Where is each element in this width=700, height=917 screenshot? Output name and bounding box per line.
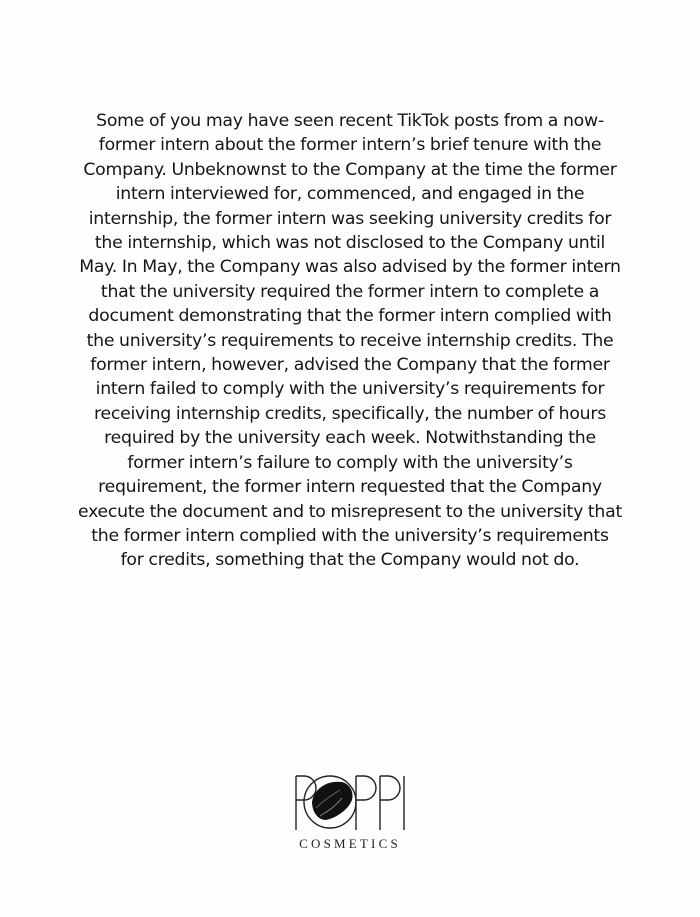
poppi-cosmetics-logo	[280, 768, 420, 868]
statement-text: Some of you may have seen recent TikTok posts from a now-former intern about the former intern’s brief tenure with the Company. Unbeknownst to the Company at the time the former intern interviewed for, commenced, and engaged in the internship, the former intern was seeking university credits for the internship, which was not disclosed to the Company until May. In May, the Company was also advised by the former intern that the university required the former intern to complete a document demonstrating that the former intern complied with the university’s requirements to receive internship credits. The former intern, however, advised the Company that the former intern failed to comply with the university’s requirements for receiving internship credits, specifically, the number of hours required by the university each week. Notwithstanding the former intern’s failure to comply with the university’s requirement, the former intern requested that the Company execute the document and to misrepresent to the university that the former intern complied with the university’s requirements for credits, something that the Company would not do.	[78, 111, 622, 571]
logo-subtitle: COSMETICS	[299, 836, 401, 851]
poppi-wordmark-icon	[290, 768, 410, 838]
